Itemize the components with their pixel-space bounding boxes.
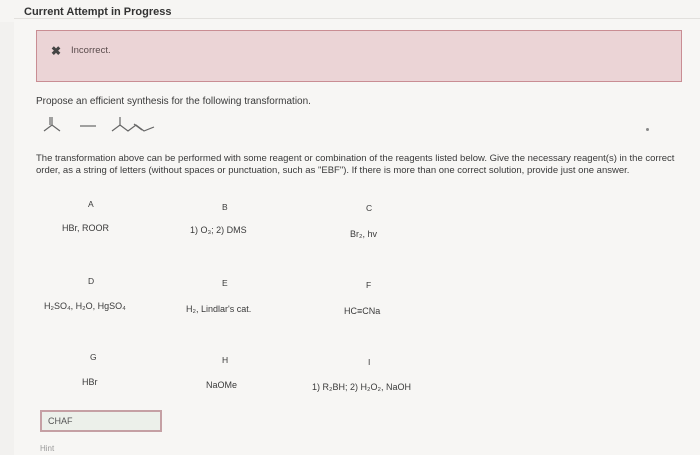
internal-alkene-structure-icon xyxy=(112,117,154,131)
status-banner xyxy=(36,30,682,82)
reagent-letter-f: F xyxy=(366,280,372,290)
reagent-a: HBr, ROOR xyxy=(62,223,110,233)
cursor-dot xyxy=(646,128,649,131)
reagent-g: HBr xyxy=(82,377,98,387)
reaction-scheme xyxy=(40,113,180,137)
reagent-i: 1) R₂BH; 2) H₂O₂, NaOH xyxy=(312,382,411,392)
reagent-letter-c: C xyxy=(366,203,373,213)
close-icon: ✖ xyxy=(51,44,62,58)
reagent-b: 1) O₃; 2) DMS xyxy=(190,225,247,235)
reagent-letter-b: B xyxy=(222,202,228,212)
alkene-structure-icon xyxy=(44,117,60,131)
instructions-text: The transformation above can be performed with some reagent or combination of the reagents listed below. Give the necessary reagent(s) in the correct order, as a string of letters (without spaces or punctuation, such as "EBF"). If there is more than one correct solution, provide just one answer. xyxy=(36,153,675,176)
reagent-letter-a: A xyxy=(88,199,94,209)
answer-input[interactable] xyxy=(44,414,164,428)
reagent-d: H₂SO₄, H₂O, HgSO₄ xyxy=(44,301,126,311)
reagent-letter-i: I xyxy=(368,357,371,367)
reagent-f: HC≡CNa xyxy=(344,306,381,316)
reagent-letter-e: E xyxy=(222,278,228,288)
status-text: Incorrect. xyxy=(71,45,111,56)
answer-field[interactable] xyxy=(40,410,162,432)
reagent-letter-d: D xyxy=(88,276,95,286)
reagent-h: NaOMe xyxy=(206,380,238,390)
hint-link[interactable]: Hint xyxy=(40,444,55,453)
reagent-letter-h: H xyxy=(222,355,229,365)
page-title: Current Attempt in Progress xyxy=(24,6,172,18)
question-prompt: Propose an efficient synthesis for the following transformation. xyxy=(36,96,311,107)
reagent-c: Br₂, hv xyxy=(350,229,377,239)
reagent-e: H₂, Lindlar's cat. xyxy=(186,304,252,314)
reagent-letter-g: G xyxy=(90,352,97,362)
